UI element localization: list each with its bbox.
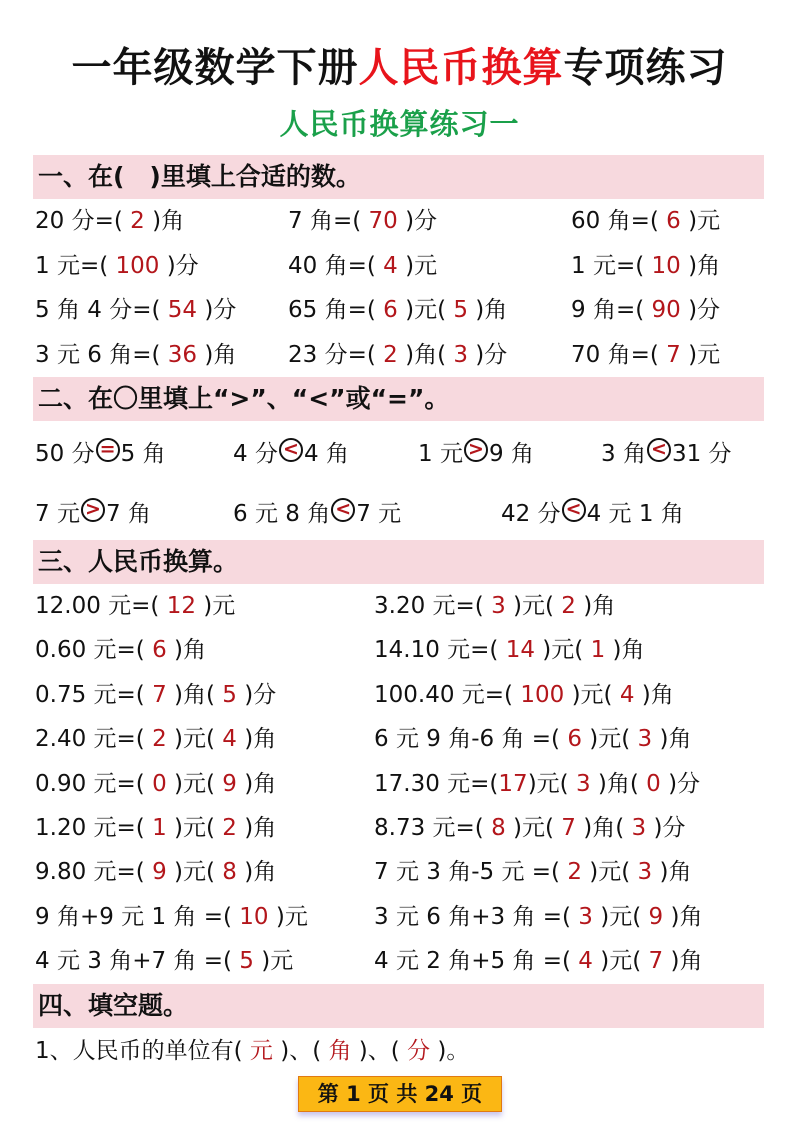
worksheet-subtitle: 人民币换算练习一 (279, 107, 520, 141)
problem-text: )元 (196, 593, 236, 619)
problem-text: )角 (652, 726, 692, 753)
problem-text: 40 角=( (288, 252, 384, 279)
problem-text: )元( (592, 903, 649, 930)
answer-value: 2 (383, 341, 398, 368)
problem-text: )分 (197, 297, 237, 323)
section-2-heading: 二、在〇里填上“>”、“<”或“=”。 (38, 384, 450, 413)
conversion-item (374, 902, 702, 932)
problem-text: 65 角=( (288, 297, 384, 323)
conversion-item (374, 769, 700, 799)
problem-text: )元( (397, 297, 454, 323)
problem-text: )角 (166, 637, 207, 664)
answer-value: 4 (619, 681, 635, 708)
answer-value: 0 (152, 770, 167, 797)
compare-left: 42 分 (501, 501, 561, 527)
conversion-item (374, 724, 691, 754)
conversion-item (35, 769, 276, 799)
section-3-heading: 三、人民币换算。 (38, 547, 239, 576)
problem-text: )角 (663, 903, 703, 930)
answer-value: 3 (637, 859, 653, 886)
problem-text: )角 (575, 593, 616, 619)
compare-circle-icon: > (464, 438, 488, 462)
problem-text: )角 (236, 859, 277, 886)
answer-value: 7 (666, 341, 681, 368)
problem-text: )元( (564, 681, 620, 708)
answer-value: 90 (651, 297, 681, 323)
answer-value: 角 (328, 1038, 352, 1064)
problem-text: 8.73 元=( (374, 815, 492, 841)
title-highlight: 人民币换算 (358, 45, 564, 91)
problem-text: )元( (535, 637, 591, 664)
problem-text: )元( (581, 726, 638, 753)
problem-item (35, 251, 199, 281)
answer-value: 3 (631, 815, 647, 841)
compare-left: 50 分 (35, 441, 95, 467)
answer-value: 0 (646, 770, 661, 797)
problem-text: )角 (605, 637, 645, 664)
problem-text: 2.40 元=( (35, 726, 153, 753)
problem-item (571, 206, 720, 236)
conversion-item (35, 857, 276, 887)
answer-value: 4 (222, 726, 237, 753)
problem-text: 14.10 元=( (374, 637, 506, 664)
problem-text: 1 元=( (35, 252, 116, 279)
compare-left: 6 元 8 角 (233, 501, 331, 527)
answer-value: 36 (167, 341, 198, 368)
fill-blank-question (35, 1036, 469, 1066)
problem-item (571, 340, 720, 370)
conversion-item (35, 902, 308, 932)
problem-item (288, 251, 437, 281)
problem-text: )角 (197, 341, 237, 368)
conversion-item (374, 857, 691, 887)
compare-item (418, 438, 534, 469)
answer-value: 17 (498, 770, 528, 797)
problem-text: )角 (468, 297, 508, 323)
problem-text: )元( (166, 726, 223, 753)
conversion-item (35, 680, 276, 710)
problem-text: )分 (660, 770, 701, 797)
compare-circle-icon: > (81, 498, 105, 522)
problem-text: )角 (236, 726, 277, 753)
problem-text: )分 (159, 252, 199, 279)
conversion-item (374, 813, 685, 843)
problem-text: )元( (505, 593, 562, 619)
problem-text: )元( (581, 859, 638, 886)
answer-value: 3 (637, 726, 653, 753)
problem-item (288, 295, 507, 325)
compare-right: 7 角 (105, 501, 151, 527)
compare-circle-icon: < (331, 498, 355, 522)
problem-text: )元( (166, 859, 223, 886)
answer-value: 1 (590, 637, 606, 664)
answer-value: 8 (222, 859, 237, 886)
answer-value: 3 (578, 903, 593, 930)
problem-text: )分 (236, 681, 277, 708)
problem-text: 9 角=( (571, 297, 652, 323)
problem-item (35, 340, 236, 370)
compare-item (233, 438, 349, 469)
problem-text: 9.80 元=( (35, 859, 153, 886)
problem-text: 4 元 3 角+7 角 =( (35, 948, 240, 975)
problem-text: )角 (236, 770, 277, 797)
section-4-heading: 四、填空题。 (38, 991, 189, 1020)
problem-item (35, 295, 236, 325)
answer-value: 5 (453, 297, 468, 323)
problem-text: 7 角=( (288, 208, 369, 234)
answer-value: 2 (152, 726, 167, 753)
answer-value: 70 (368, 208, 398, 234)
answer-value: 2 (567, 859, 582, 886)
problem-text: )元( (527, 770, 576, 797)
answer-value: 10 (239, 903, 269, 930)
problem-text: 0.90 元=( (35, 770, 153, 797)
problem-text: 100.40 元=( (374, 681, 521, 708)
answer-value: 7 (561, 815, 576, 841)
answer-value: 1 (152, 815, 167, 841)
problem-text: )角 (144, 208, 185, 234)
answer-value: 9 (152, 859, 167, 886)
answer-value: 2 (561, 593, 576, 619)
problem-item (288, 206, 437, 236)
answer-value: 100 (115, 252, 160, 279)
compare-item (35, 438, 166, 469)
problem-text: )。 (430, 1038, 470, 1064)
problem-text: )、( (272, 1038, 329, 1064)
conversion-item (35, 946, 293, 976)
problem-text: )角( (397, 341, 454, 368)
answer-value: 9 (648, 903, 664, 930)
title-prefix: 一年级数学下册 (71, 45, 359, 91)
problem-text: )角( (166, 681, 223, 708)
conversion-item (35, 813, 276, 843)
problem-text: 12.00 元=( (35, 593, 167, 619)
problem-text: )元 (268, 903, 308, 930)
problem-text: 1 元=( (571, 252, 652, 279)
answer-value: 6 (666, 208, 681, 234)
conversion-item (35, 635, 206, 665)
problem-text: 7 元 3 角-5 元 =( (374, 859, 568, 886)
answer-value: 14 (505, 637, 535, 664)
answer-value: 8 (491, 815, 506, 841)
page-indicator: 第 1 页 共 24 页 (298, 1076, 502, 1112)
compare-left: 1 元 (418, 441, 463, 467)
problem-text: 3 元 6 角+3 角 =( (374, 903, 579, 930)
answer-value: 54 (167, 297, 198, 323)
problem-text: )分 (646, 815, 686, 841)
problem-text: 1、人民币的单位有( (35, 1038, 250, 1064)
answer-value: 12 (166, 593, 196, 619)
problem-item (571, 295, 720, 325)
problem-text: 17.30 元=( (374, 770, 499, 797)
answer-value: 元 (249, 1038, 273, 1064)
compare-item (501, 498, 684, 529)
problem-text: )角 (634, 681, 674, 708)
compare-item (35, 498, 151, 529)
answer-value: 6 (152, 637, 167, 664)
problem-text: 9 角+9 元 1 角 =( (35, 903, 240, 930)
problem-text: )元( (505, 815, 562, 841)
problem-text: )元( (166, 815, 223, 841)
problem-item (571, 251, 720, 281)
compare-item (233, 498, 401, 529)
problem-text: 0.75 元=( (35, 681, 153, 708)
problem-text: )角 (680, 252, 721, 279)
problem-item (288, 340, 507, 370)
answer-value: 4 (383, 252, 398, 279)
answer-value: 100 (520, 681, 565, 708)
problem-text: )元( (166, 770, 223, 797)
problem-text: )分 (680, 297, 721, 323)
problem-text: 60 角=( (571, 208, 667, 234)
problem-text: 70 角=( (571, 341, 667, 368)
worksheet-title (0, 42, 799, 94)
problem-text: )角 (652, 859, 692, 886)
problem-text: )分 (468, 341, 508, 368)
answer-value: 6 (383, 297, 398, 323)
compare-circle-icon: < (279, 438, 303, 462)
problem-text: )角( (575, 815, 632, 841)
conversion-item (35, 724, 276, 754)
answer-value: 3 (491, 593, 506, 619)
conversion-item (374, 591, 615, 621)
problem-text: 3.20 元=( (374, 593, 492, 619)
answer-value: 7 (152, 681, 167, 708)
problem-text: 4 元 2 角+5 角 =( (374, 948, 579, 975)
compare-right: 7 元 (356, 501, 402, 527)
compare-right: 9 角 (488, 441, 534, 467)
compare-left: 7 元 (35, 501, 80, 527)
answer-value: 3 (453, 341, 468, 368)
compare-right: 5 角 (120, 441, 166, 467)
problem-text: )角 (663, 948, 703, 975)
problem-text: )元 (680, 208, 721, 234)
answer-value: 3 (575, 770, 591, 797)
conversion-item (374, 680, 674, 710)
answer-value: 5 (239, 948, 254, 975)
problem-text: )元( (592, 948, 649, 975)
answer-value: 10 (651, 252, 681, 279)
conversion-item (35, 591, 235, 621)
problem-text: )分 (397, 208, 438, 234)
problem-text: 1.20 元=( (35, 815, 153, 841)
answer-value: 5 (222, 681, 237, 708)
compare-right: 4 角 (303, 441, 349, 467)
answer-value: 2 (130, 208, 145, 234)
answer-value: 6 (567, 726, 582, 753)
answer-value: 9 (222, 770, 237, 797)
problem-text: 5 角 4 分=( (35, 297, 168, 323)
problem-text: )元 (680, 341, 721, 368)
compare-item (601, 438, 732, 469)
answer-value: 7 (648, 948, 664, 975)
compare-right: 31 分 (671, 441, 732, 467)
problem-text: 23 分=( (288, 341, 384, 368)
conversion-item (374, 946, 702, 976)
problem-text: 0.60 元=( (35, 637, 153, 664)
problem-text: )元 (397, 252, 438, 279)
compare-left: 3 角 (601, 441, 646, 467)
compare-circle-icon: = (96, 438, 120, 462)
problem-text: )元 (253, 948, 294, 975)
compare-circle-icon: < (562, 498, 586, 522)
answer-value: 分 (407, 1038, 431, 1064)
answer-value: 4 (578, 948, 593, 975)
problem-text: )、( (351, 1038, 408, 1064)
problem-text: 20 分=( (35, 208, 131, 234)
problem-text: )角 (236, 815, 277, 841)
compare-left: 4 分 (233, 441, 278, 467)
compare-circle-icon: < (647, 438, 671, 462)
title-suffix: 专项练习 (563, 45, 728, 91)
problem-text: 6 元 9 角-6 角 =( (374, 726, 568, 753)
problem-text: )角( (590, 770, 647, 797)
answer-value: 2 (222, 815, 237, 841)
conversion-item (374, 635, 645, 665)
problem-item (35, 206, 184, 236)
section-1-heading: 一、在( )里填上合适的数。 (38, 162, 361, 191)
compare-right: 4 元 1 角 (586, 501, 684, 527)
problem-text: 3 元 6 角=( (35, 341, 168, 368)
